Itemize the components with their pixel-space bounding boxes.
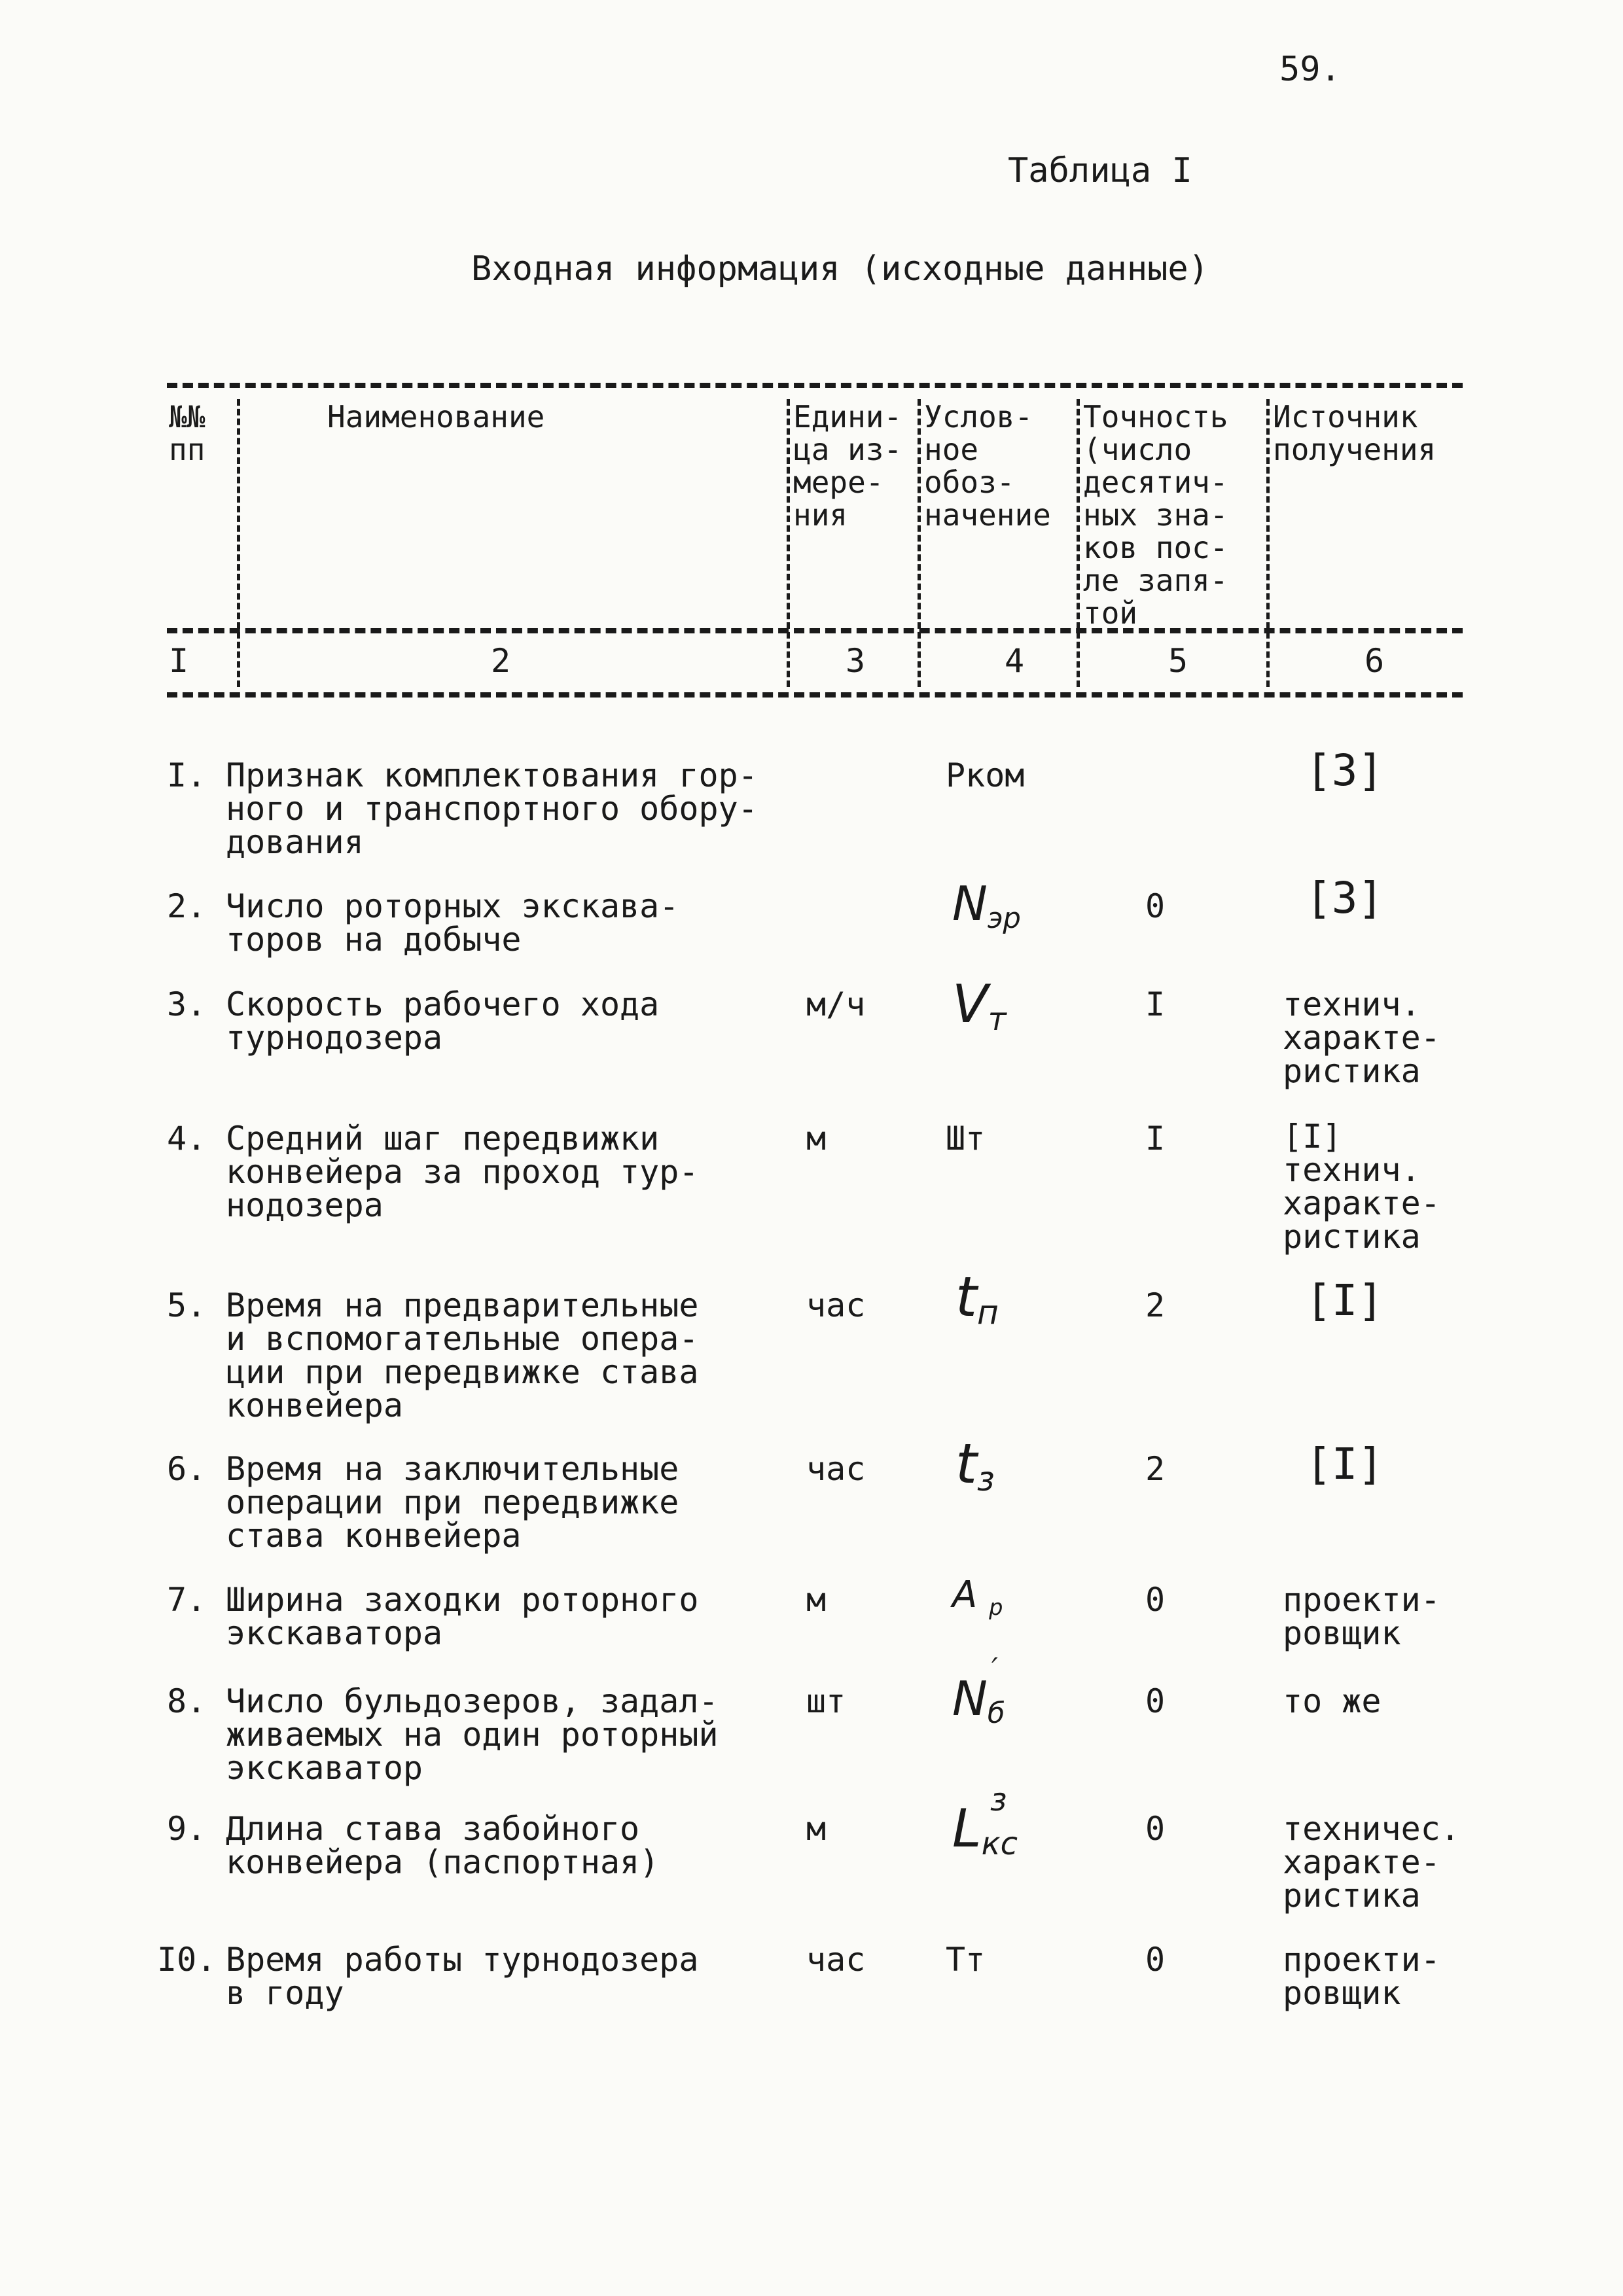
col-header-source: Источник получения — [1273, 399, 1436, 467]
row-4-unit: м — [806, 1120, 827, 1157]
row-3-precision: I — [1145, 985, 1166, 1023]
col-number-2: 2 — [491, 642, 511, 680]
row-5-source: [I] — [1306, 1275, 1384, 1326]
row-2-source: [3] — [1306, 873, 1384, 923]
page-number: 59. — [1279, 50, 1341, 89]
col-number-1: I — [169, 642, 189, 680]
row-2-symbol: Nэр — [952, 876, 1021, 935]
col-header-precision: Точность (число десятич- ных зна- ков пос- ле запя- той — [1083, 399, 1228, 631]
row-10-symbol: Тт — [946, 1941, 986, 1979]
col-header-name: Наименование — [327, 399, 545, 434]
col-divider-2 — [787, 399, 790, 687]
row-3-number: 3. — [167, 985, 207, 1023]
row-10-precision: 0 — [1145, 1941, 1166, 1979]
row-9-number: 9. — [167, 1810, 207, 1848]
row-3-symbol: Vт — [952, 974, 1007, 1038]
col-divider-5 — [1266, 399, 1270, 687]
row-8-name: Число бульдозеров, задал- живаемых на один роторный экскаватор — [226, 1682, 719, 1787]
col-divider-4 — [1077, 399, 1080, 687]
row-10-unit: час — [806, 1941, 866, 1979]
row-7-name: Ширина заходки роторного экскаватора — [226, 1581, 699, 1652]
row-2-number: 2. — [167, 887, 207, 925]
row-9-name: Длина става забойного конвейера (паспортная) — [226, 1810, 660, 1881]
row-9-unit: м — [806, 1810, 827, 1848]
row-9-precision: 0 — [1145, 1810, 1166, 1848]
col-divider-1 — [237, 399, 240, 687]
row-5-unit: час — [806, 1286, 866, 1324]
row-5-precision: 2 — [1145, 1286, 1166, 1324]
row-5-symbol: tп — [955, 1265, 999, 1332]
col-header-number: №№ пп — [169, 399, 205, 467]
table-label: Таблица I — [1008, 151, 1192, 190]
row-4-number: 4. — [167, 1120, 207, 1157]
row-4-precision: I — [1145, 1120, 1166, 1157]
col-number-6: 6 — [1364, 642, 1385, 680]
row-4-symbol: Шт — [946, 1120, 986, 1157]
row-6-precision: 2 — [1145, 1450, 1166, 1488]
row-1-symbol: Рком — [946, 756, 1025, 794]
row-8-source: то же — [1283, 1682, 1382, 1720]
row-8-precision: 0 — [1145, 1682, 1166, 1720]
row-1-source: [3] — [1306, 745, 1384, 796]
row-1-name: Признак комплектования гор- ного и транспортного обору- дования — [226, 756, 758, 861]
row-7-symbol: А $_р$ — [952, 1574, 1003, 1620]
row-10-number: I0. — [157, 1941, 217, 1979]
table-title: Входная информация (исходные данные) — [471, 249, 1209, 289]
row-6-source: [I] — [1306, 1439, 1384, 1489]
row-6-symbol: tз — [955, 1432, 995, 1498]
row-7-precision: 0 — [1145, 1581, 1166, 1619]
row-3-name: Скорость рабочего хода турнодозера — [226, 985, 660, 1057]
row-1-number: I. — [167, 756, 207, 794]
row-7-unit: м — [806, 1581, 827, 1619]
row-8-symbol: Nб ′ — [952, 1653, 1005, 1730]
row-9-source: техничес. характе- ристика — [1283, 1810, 1460, 1915]
col-number-3: 3 — [846, 642, 866, 680]
row-6-number: 6. — [167, 1450, 207, 1488]
row-3-source: технич. характе- ристика — [1283, 985, 1440, 1090]
row-9-symbol: Lкс з — [952, 1782, 1018, 1862]
row-4-name: Средний шаг передвижки конвейера за проход тур- нодозера — [226, 1120, 699, 1224]
row-6-unit: час — [806, 1450, 866, 1488]
row-7-number: 7. — [167, 1581, 207, 1619]
header-top-rule — [167, 383, 1463, 388]
row-2-precision: 0 — [1145, 887, 1166, 925]
col-header-unit: Едини- ца из- мере- ния — [793, 399, 902, 533]
col-number-4: 4 — [1005, 642, 1025, 680]
row-10-source: проекти- ровщик — [1283, 1941, 1440, 2012]
row-2-name: Число роторных экскава- торов на добыче — [226, 887, 679, 959]
row-8-number: 8. — [167, 1682, 207, 1720]
row-10-name: Время работы турнодозера в году — [226, 1941, 699, 2012]
col-divider-3 — [918, 399, 921, 687]
col-number-5: 5 — [1168, 642, 1188, 680]
row-6-name: Время на заключительные операции при передвижке става конвейера — [226, 1450, 679, 1555]
header-bottom-rule — [167, 692, 1463, 698]
row-5-name: Время на предварительные и вспомогательные опера- ции при передвижке става конвейера — [226, 1286, 699, 1424]
row-7-source: проекти- ровщик — [1283, 1581, 1440, 1652]
row-8-unit: шт — [806, 1682, 846, 1720]
row-4-source: [I] технич. характе- ристика — [1283, 1118, 1440, 1256]
row-3-unit: м/ч — [806, 985, 866, 1023]
row-5-number: 5. — [167, 1286, 207, 1324]
col-header-symbol: Услов- ное обоз- начение — [924, 399, 1051, 533]
